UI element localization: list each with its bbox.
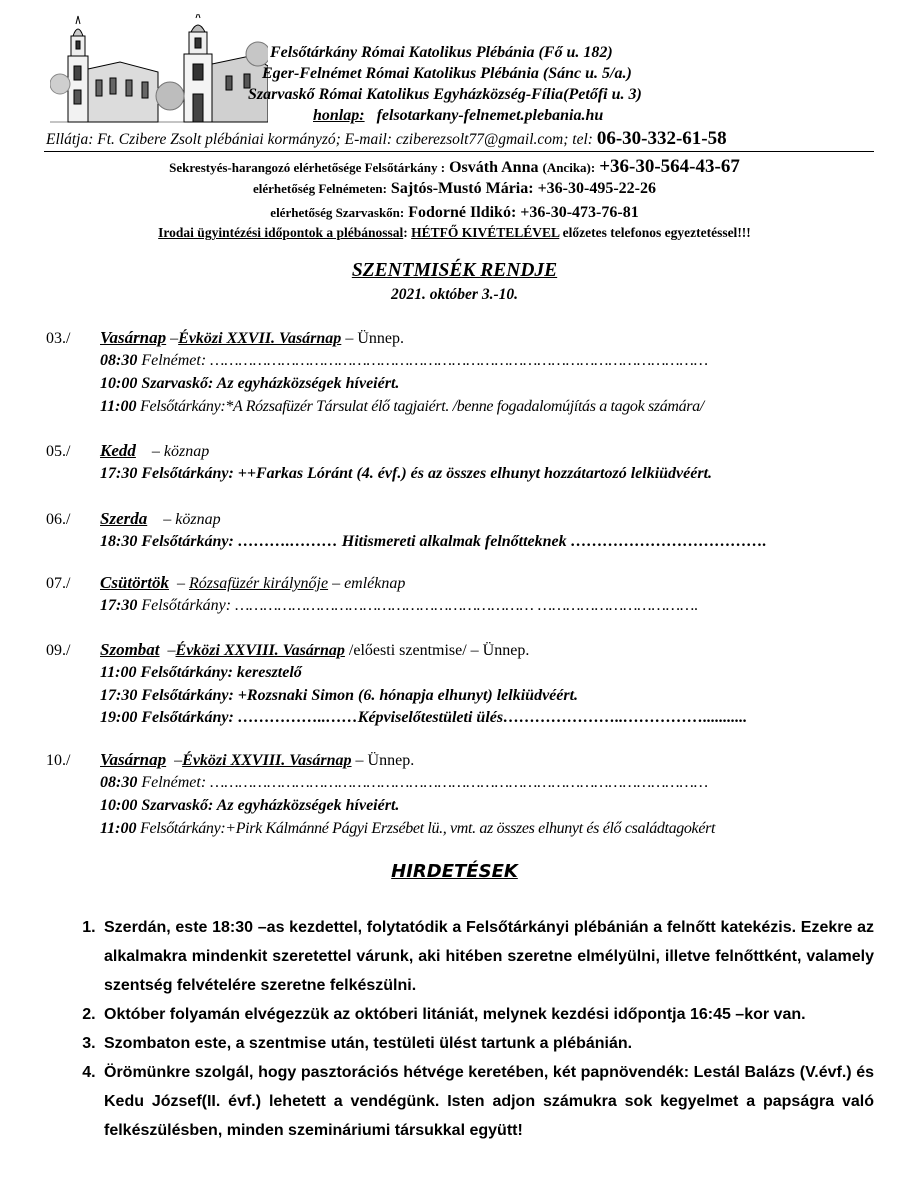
mass-time: 17:30 xyxy=(100,687,138,704)
mass-text: Felsőtárkány: +Rozsnaki Simon (6. hónapja elhunyt) lelkiüdvéért. xyxy=(137,687,579,704)
mass-text: Felsőtárkány: ……………………………………………………… ……………………………. xyxy=(137,597,699,614)
mass-time: 11:00 xyxy=(100,398,137,415)
sacristan-label: Sekrestyés-harangozó elérhetősége Felsőtárkány : xyxy=(169,160,446,175)
schedule-dates: 2021. október 3.-10. xyxy=(390,286,518,303)
sacristan-line-2 xyxy=(0,180,909,198)
day-heading xyxy=(100,509,221,529)
office-hours-line xyxy=(0,225,909,241)
day-sep: – xyxy=(166,752,183,769)
mass-entry xyxy=(100,597,698,615)
day-number: 09./ xyxy=(46,642,71,659)
contact-line xyxy=(46,128,727,150)
day-name: Kedd xyxy=(100,441,136,460)
mass-time: 10:00 xyxy=(100,375,138,392)
announcement-item: 1. Szerdán, este 18:30 –as kezdettel, folytatódik a Felsőtárkányi plébánián a felnőtt katekézis. Ezekre az alkalmakra mindenkit szeretettel várunk, aki hitében szeretne elmélyülni, illetve felnőttként, valamely szentség felvételére szeretne felkészülni. xyxy=(100,913,874,1000)
feast-name: Évközi XXVIII. Vasárnap xyxy=(175,642,345,659)
mass-text: Szarvaskő: Az egyházközségek híveiért. xyxy=(137,797,400,814)
office-exception: HÉTFŐ KIVÉTELÉVEL xyxy=(411,225,560,240)
day-name: Szombat xyxy=(100,640,160,659)
announcement-item: 4. Örömünkre szolgál, hogy pasztorációs hétvége keretében, két papnövendék: Lestál Balázs (V.évf.) és Kedu József(II. évf.) lehetett a vendégünk. Isten adjon számukra sok kegyelmet a papságra való felkészülésben, minden szemináriumi társukkal együtt! xyxy=(100,1058,874,1145)
day-heading xyxy=(100,750,414,770)
mass-entry xyxy=(100,664,302,682)
day-name: Szerda xyxy=(100,509,148,528)
day-rank: /előesti szentmise/ – Ünnep. xyxy=(344,642,530,659)
day-name: Csütörtök xyxy=(100,573,169,592)
mass-entry xyxy=(100,352,708,370)
mass-time: 17:30 xyxy=(100,465,138,482)
mass-entry xyxy=(100,797,399,815)
mass-text: Felsőtárkány: ……….……… Hitismereti alkalmak felnőtteknek ………………………………. xyxy=(137,533,767,550)
sacristan-nick: (Ancika): xyxy=(542,160,596,175)
day-number: 05./ xyxy=(46,443,71,460)
church-illustration xyxy=(50,14,268,126)
mass-text: Felsőtárkány:*A Rózsafüzér Társulat élő tagjaiért. /benne fogadalomújítás a tagok számára/ xyxy=(136,398,704,415)
homepage-link[interactable]: felsotarkany-felnemet.plebania.hu xyxy=(376,107,604,124)
day-name: Vasárnap xyxy=(100,328,167,347)
mass-time: 08:30 xyxy=(100,774,138,791)
day-rank: – Ünnep. xyxy=(351,752,415,769)
day-sep xyxy=(136,443,152,460)
schedule-title: SZENTMISÉK RENDJE xyxy=(351,260,558,281)
day-rank: – köznap xyxy=(151,443,210,460)
parish-line-1: Felsőtárkány Római Katolikus Plébánia (Fő u. 182) xyxy=(270,44,613,61)
day-sep xyxy=(147,511,163,528)
announcement-item: 3. Szombaton este, a szentmise után, testületi ülést tartunk a plébánián. xyxy=(100,1029,874,1058)
day-heading xyxy=(100,328,404,348)
homepage-line xyxy=(313,107,603,125)
mass-time: 11:00 xyxy=(100,664,137,681)
day-number: 03./ xyxy=(46,330,71,347)
mass-entry xyxy=(100,375,399,393)
day-heading xyxy=(100,441,209,461)
day-rank: – Ünnep. xyxy=(341,330,404,347)
feast-name: Évközi XXVII. Vasárnap xyxy=(178,330,342,347)
announcements-list xyxy=(64,913,874,1145)
mass-time: 08:30 xyxy=(100,352,138,369)
day-sep: – xyxy=(168,575,189,592)
day-number: 06./ xyxy=(46,511,71,528)
day-number: 10./ xyxy=(46,752,71,769)
mass-text: Szarvaskő: Az egyházközségek híveiért. xyxy=(137,375,400,392)
feast-name: Rózsafüzér királynője xyxy=(188,575,329,592)
day-sep: – xyxy=(166,330,179,347)
mass-text: Felsőtárkány: keresztelő xyxy=(136,664,302,681)
announcement-item: 2. Október folyamán elvégezzük az októberi litániát, melynek kezdési időpontja 16:45 –kor van. xyxy=(100,1000,874,1029)
mass-time: 11:00 xyxy=(100,820,137,837)
sacristan-line-3 xyxy=(0,204,909,222)
sacristan-name: Osváth Anna xyxy=(449,159,539,176)
mass-entry xyxy=(100,820,715,838)
mass-text: Felnémet: …………………………………………………………………………………………… xyxy=(137,352,709,369)
office-note: előzetes telefonos egyeztetéssel!!! xyxy=(559,225,751,240)
day-rank: – emléknap xyxy=(328,575,406,592)
parish-line-3: Szarvaskő Római Katolikus Egyházközség-Fília(Petőfi u. 3) xyxy=(248,86,642,103)
header-divider xyxy=(44,151,874,152)
contact-prefix: Ellátja: Ft. Czibere Zsolt plébániai kormányzó; E-mail: cziberezsolt77@gmail.com; tel: xyxy=(46,131,593,148)
mass-text: Felsőtárkány: ……………..……Képviselőtestületi ülés…………………..……………........... xyxy=(137,709,748,726)
mass-entry xyxy=(100,398,704,416)
mass-entry xyxy=(100,774,708,792)
day-name: Vasárnap xyxy=(100,750,167,769)
sacristan-phone: +36-30-564-43-67 xyxy=(599,156,740,177)
day-rank: – köznap xyxy=(163,511,221,528)
announcements-title: HIRDETÉSEK xyxy=(391,861,518,882)
homepage-label: honlap: xyxy=(313,107,365,124)
contact-phone: 06-30-332-61-58 xyxy=(596,128,727,149)
mass-text: Felnémet: …………………………………………………………………………………………… xyxy=(137,774,709,791)
sacristan-line-1 xyxy=(0,156,909,178)
felnemet-label: elérhetőség Felnémeten: xyxy=(253,181,387,196)
mass-entry xyxy=(100,465,712,483)
mass-time: 19:00 xyxy=(100,709,138,726)
day-heading xyxy=(100,640,529,660)
mass-time: 17:30 xyxy=(100,597,138,614)
feast-name: Évközi XXVIII. Vasárnap xyxy=(182,752,352,769)
office-hours-label: Irodai ügyintézési időpontok a plébánossal xyxy=(158,225,404,240)
mass-time: 18:30 xyxy=(100,533,138,550)
day-heading xyxy=(100,573,405,593)
mass-time: 10:00 xyxy=(100,797,138,814)
mass-entry xyxy=(100,687,578,705)
szarvasko-name: Fodorné Ildikó: xyxy=(408,204,517,221)
mass-entry xyxy=(100,533,767,551)
parish-line-2: Eger-Felnémet Római Katolikus Plébánia (Sánc u. 5/a.) xyxy=(262,65,632,82)
felnemet-name: Sajtós-Mustó Mária: xyxy=(390,180,534,197)
mass-text: Felsőtárkány:+Pirk Kálmánné Págyi Erzsébet lü., vmt. az összes elhunyt és élő családtagokért xyxy=(136,820,716,837)
day-sep: – xyxy=(159,642,176,659)
office-colon: : xyxy=(403,225,408,240)
felnemet-phone: +36-30-495-22-26 xyxy=(537,180,656,197)
mass-text: Felsőtárkány: ++Farkas Lóránt (4. évf.) és az összes elhunyt hozzátartozó lelkiüdvéért. xyxy=(137,465,713,482)
day-number: 07./ xyxy=(46,575,71,592)
mass-entry xyxy=(100,709,747,727)
szarvasko-label: elérhetőség Szarvaskőn: xyxy=(270,205,405,220)
szarvasko-phone: +36-30-473-76-81 xyxy=(520,204,639,221)
